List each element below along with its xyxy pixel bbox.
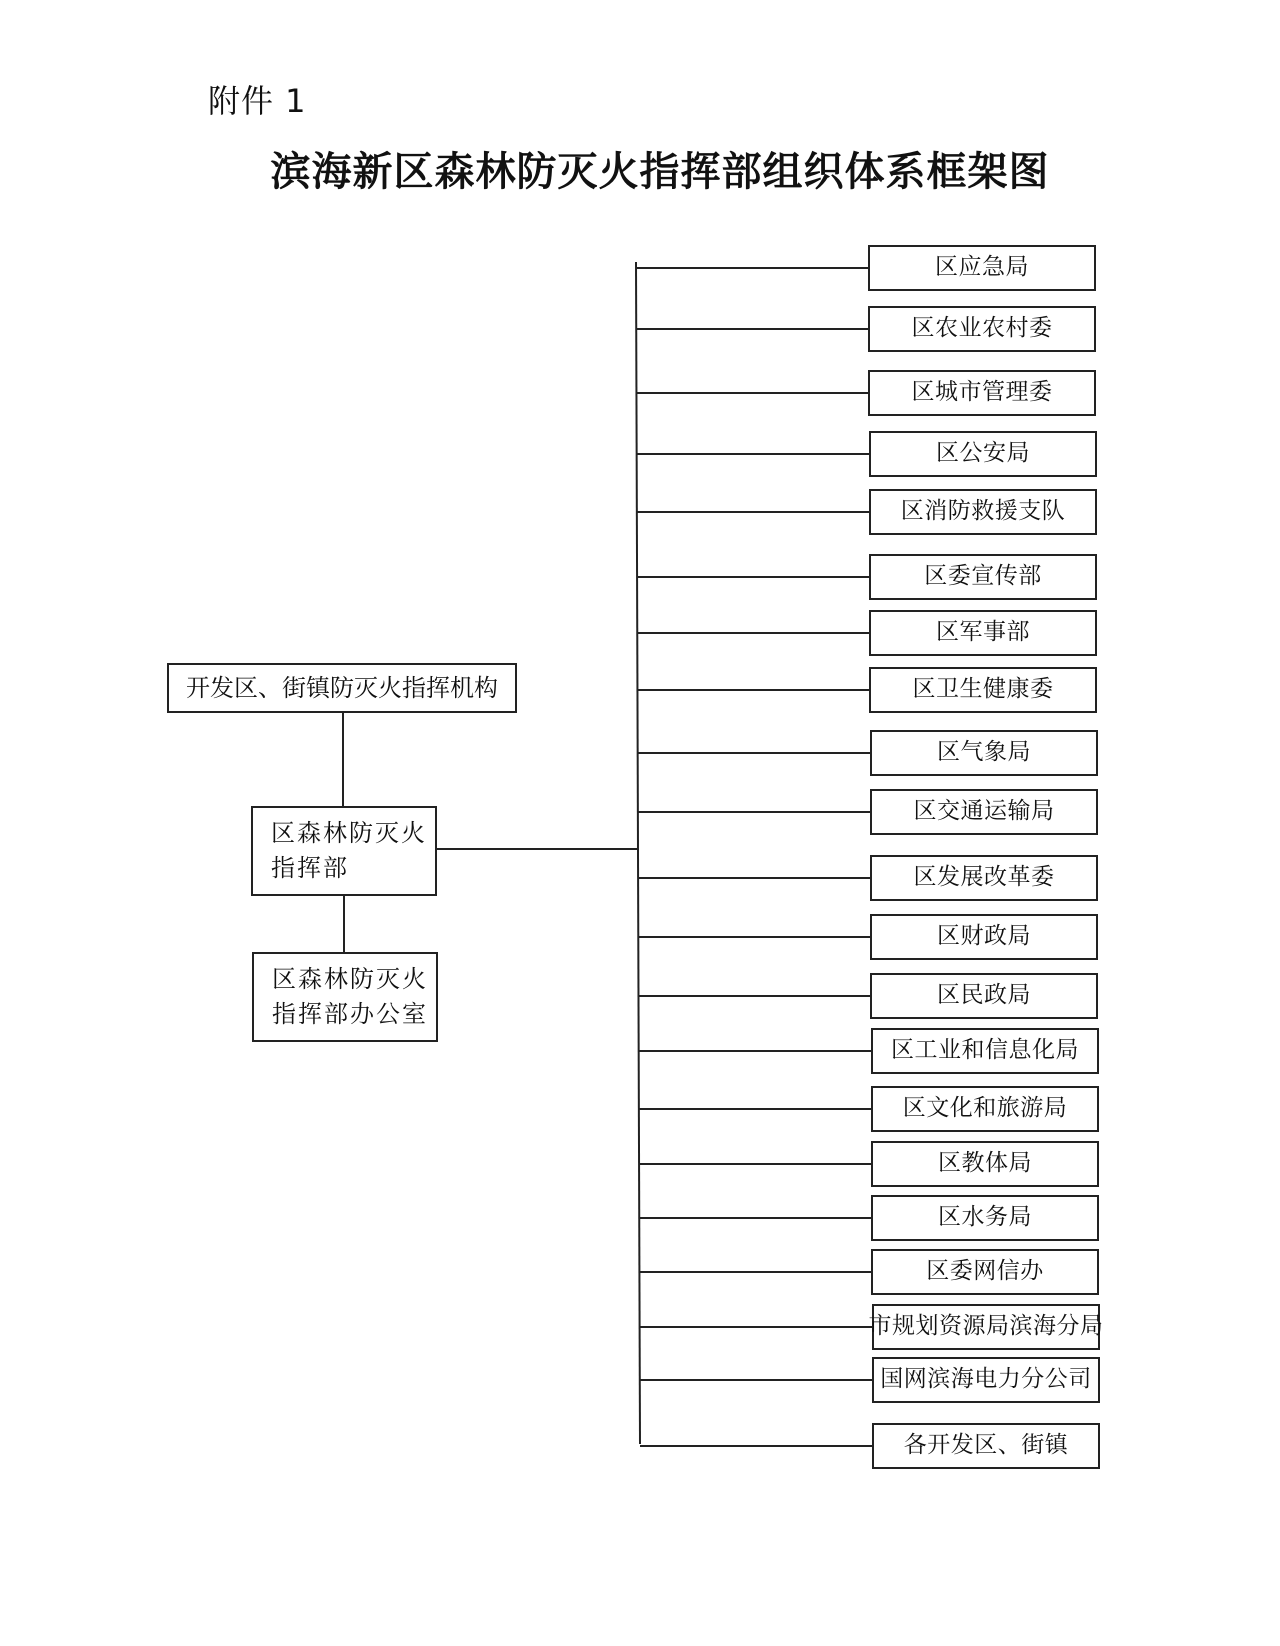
member-unit-box: 区发展改革委	[870, 855, 1098, 901]
member-unit-box: 国网滨海电力分公司	[872, 1357, 1100, 1403]
office-box-line2: 指挥部办公室	[272, 1000, 428, 1028]
member-unit-box: 区工业和信息化局	[871, 1028, 1099, 1074]
office-box-line1: 区森林防灭火	[272, 965, 428, 994]
town-fire-command-box: 开发区、街镇防灭火指挥机构	[167, 663, 517, 713]
member-unit-box: 区应急局	[868, 245, 1096, 291]
member-unit-box: 区公安局	[869, 431, 1097, 477]
member-unit-box: 区教体局	[871, 1141, 1099, 1187]
connector-trunk-vertical	[636, 262, 640, 1444]
member-unit-box: 区财政局	[870, 914, 1098, 960]
member-unit-box: 区交通运输局	[870, 789, 1098, 835]
attachment-label: 附件 1	[208, 82, 307, 120]
member-unit-box: 区水务局	[871, 1195, 1099, 1241]
member-unit-box: 区委网信办	[871, 1249, 1099, 1295]
command-box-line1: 区森林防灭火	[271, 819, 427, 848]
branch-lines	[636, 268, 872, 1446]
member-unit-box: 区消防救援支队	[869, 489, 1097, 535]
member-unit-box: 区城市管理委	[868, 370, 1096, 416]
member-unit-box: 区气象局	[870, 730, 1098, 776]
district-fire-command-office-box	[252, 952, 438, 1042]
member-unit-box: 区文化和旅游局	[871, 1086, 1099, 1132]
command-box-line2: 指挥部	[271, 854, 349, 882]
member-unit-box: 区委宣传部	[869, 554, 1097, 600]
diagram-title: 滨海新区森林防灭火指挥部组织体系框架图	[270, 149, 1050, 195]
member-unit-box: 区民政局	[870, 973, 1098, 1019]
member-unit-box: 各开发区、街镇	[872, 1423, 1100, 1469]
member-unit-box: 区农业农村委	[868, 306, 1096, 352]
member-unit-box: 区卫生健康委	[869, 667, 1097, 713]
member-unit-box: 市规划资源局滨海分局	[872, 1304, 1100, 1350]
district-fire-command-box	[251, 806, 437, 896]
member-unit-box: 区军事部	[869, 610, 1097, 656]
